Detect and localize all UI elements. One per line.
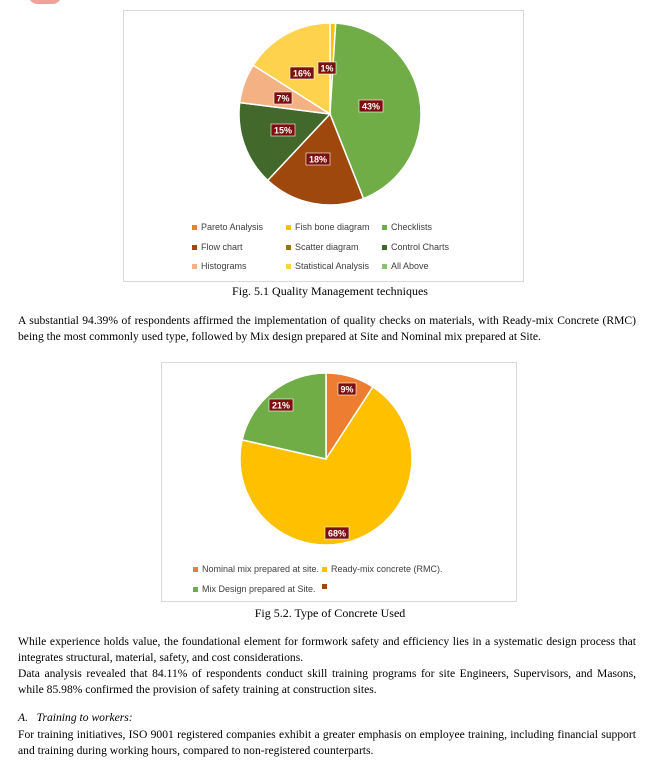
concrete-legend-label: Mix Design prepared at Site. xyxy=(202,584,316,594)
qm-data-label-statistical-analysis xyxy=(290,67,314,79)
qm-data-label-control-charts xyxy=(271,124,295,136)
qm-data-label-checklists xyxy=(359,100,383,112)
svg-text:7%: 7% xyxy=(276,93,290,104)
concrete-legend-label: Ready-mix concrete (RMC). xyxy=(331,564,443,574)
section-heading-training: A. Training to workers: xyxy=(18,711,133,724)
svg-text:9%: 9% xyxy=(340,384,354,395)
qm-legend-label: Checklists xyxy=(391,222,433,232)
concrete-legend-swatch xyxy=(322,584,327,589)
qm-legend-item-pareto-analysis xyxy=(192,222,263,232)
qm-data-label-histograms xyxy=(274,92,292,104)
concrete-data-label-mix-design-prepared-at-site xyxy=(269,399,293,411)
concrete-data-label-nominal-mix-prepared-at-site xyxy=(338,383,356,395)
qm-legend-label: Scatter diagram xyxy=(295,242,359,252)
qm-legend-swatch xyxy=(286,245,291,250)
qm-legend-item-histograms xyxy=(192,261,247,271)
svg-text:21%: 21% xyxy=(271,400,291,411)
qm-legend-swatch xyxy=(286,264,291,269)
concrete-legend-swatch xyxy=(193,567,198,572)
svg-text:18%: 18% xyxy=(308,154,328,165)
concrete-legend-item-ready-mix-concrete-rmc xyxy=(322,564,443,574)
qm-legend-swatch xyxy=(286,225,291,230)
qm-legend-swatch xyxy=(382,245,387,250)
qm-legend-swatch xyxy=(192,264,197,269)
svg-text:43%: 43% xyxy=(361,101,381,112)
qm-data-label-flow-chart xyxy=(306,153,330,165)
qm-legend-swatch xyxy=(192,245,197,250)
qm-legend-item-fish-bone-diagram xyxy=(286,222,370,232)
qm-legend-label: Fish bone diagram xyxy=(295,222,370,232)
qm-legend-item-statistical-analysis xyxy=(286,261,369,271)
concrete-legend-label: Nominal mix prepared at site. xyxy=(202,564,320,574)
concrete-data-label-ready-mix-concrete-rmc xyxy=(325,527,349,539)
qm-legend-swatch xyxy=(192,225,197,230)
concrete-legend-swatch xyxy=(322,567,327,572)
logo-fragment xyxy=(28,0,62,4)
qm-legend-label: Statistical Analysis xyxy=(295,261,370,271)
svg-text:1%: 1% xyxy=(320,63,334,74)
svg-text:68%: 68% xyxy=(327,528,347,539)
concrete-type-chart xyxy=(161,362,517,602)
qm-legend-item-checklists xyxy=(382,222,432,232)
svg-text:16%: 16% xyxy=(292,68,312,79)
figure-caption-5-1: Fig. 5.1 Quality Management techniques xyxy=(232,284,428,298)
paragraph-iso-training: For training initiatives, ISO 9001 registered companies exhibit a greater emphasis on employee training, including financial support and training during working hours, compared to non-registered counterparts. xyxy=(18,728,636,757)
qm-legend-swatch xyxy=(382,264,387,269)
qm-legend-label: Histograms xyxy=(201,261,247,271)
qm-legend-swatch xyxy=(382,225,387,230)
quality-techniques-chart xyxy=(123,10,524,282)
qm-legend-label: Flow chart xyxy=(201,242,243,252)
concrete-legend-swatch xyxy=(193,587,198,592)
paragraph-training-data: Data analysis revealed that 84.11% of respondents conduct skill training programs for site Engineers, Supervisors, and Masons, while 85.98% confirmed the provision of safety training at construction sites. xyxy=(18,667,636,696)
qm-legend-label: Pareto Analysis xyxy=(201,222,264,232)
concrete-legend-item-nominal-mix-prepared-at-site xyxy=(193,564,319,574)
qm-legend-item-scatter-diagram xyxy=(286,242,359,252)
qm-legend-item-flow-chart xyxy=(192,242,243,252)
qm-legend-item-control-charts xyxy=(382,242,449,252)
concrete-legend-item-mix-design-prepared-at-site xyxy=(193,584,316,594)
qm-legend-label: All Above xyxy=(391,261,429,271)
concrete-legend-item-blank xyxy=(322,584,331,589)
paragraph-formwork-design: While experience holds value, the foundational element for formwork safety and efficiency lies in a systematic design process that integrates structural, material, safety, and cost considerations. xyxy=(18,635,636,664)
qm-data-label-fish-bone-diagram xyxy=(318,62,336,74)
qm-legend-label: Control Charts xyxy=(391,242,450,252)
figure-caption-5-2: Fig 5.2. Type of Concrete Used xyxy=(254,606,406,620)
svg-text:15%: 15% xyxy=(273,125,293,136)
paragraph-quality-checks: A substantial 94.39% of respondents affirmed the implementation of quality checks on materials, with Ready-mix Concrete (RMC) being the most commonly used type, followed by Mix design prepared at Site and Nominal mix prepared at Site. xyxy=(18,314,636,343)
qm-legend-item-all-above xyxy=(382,261,429,271)
